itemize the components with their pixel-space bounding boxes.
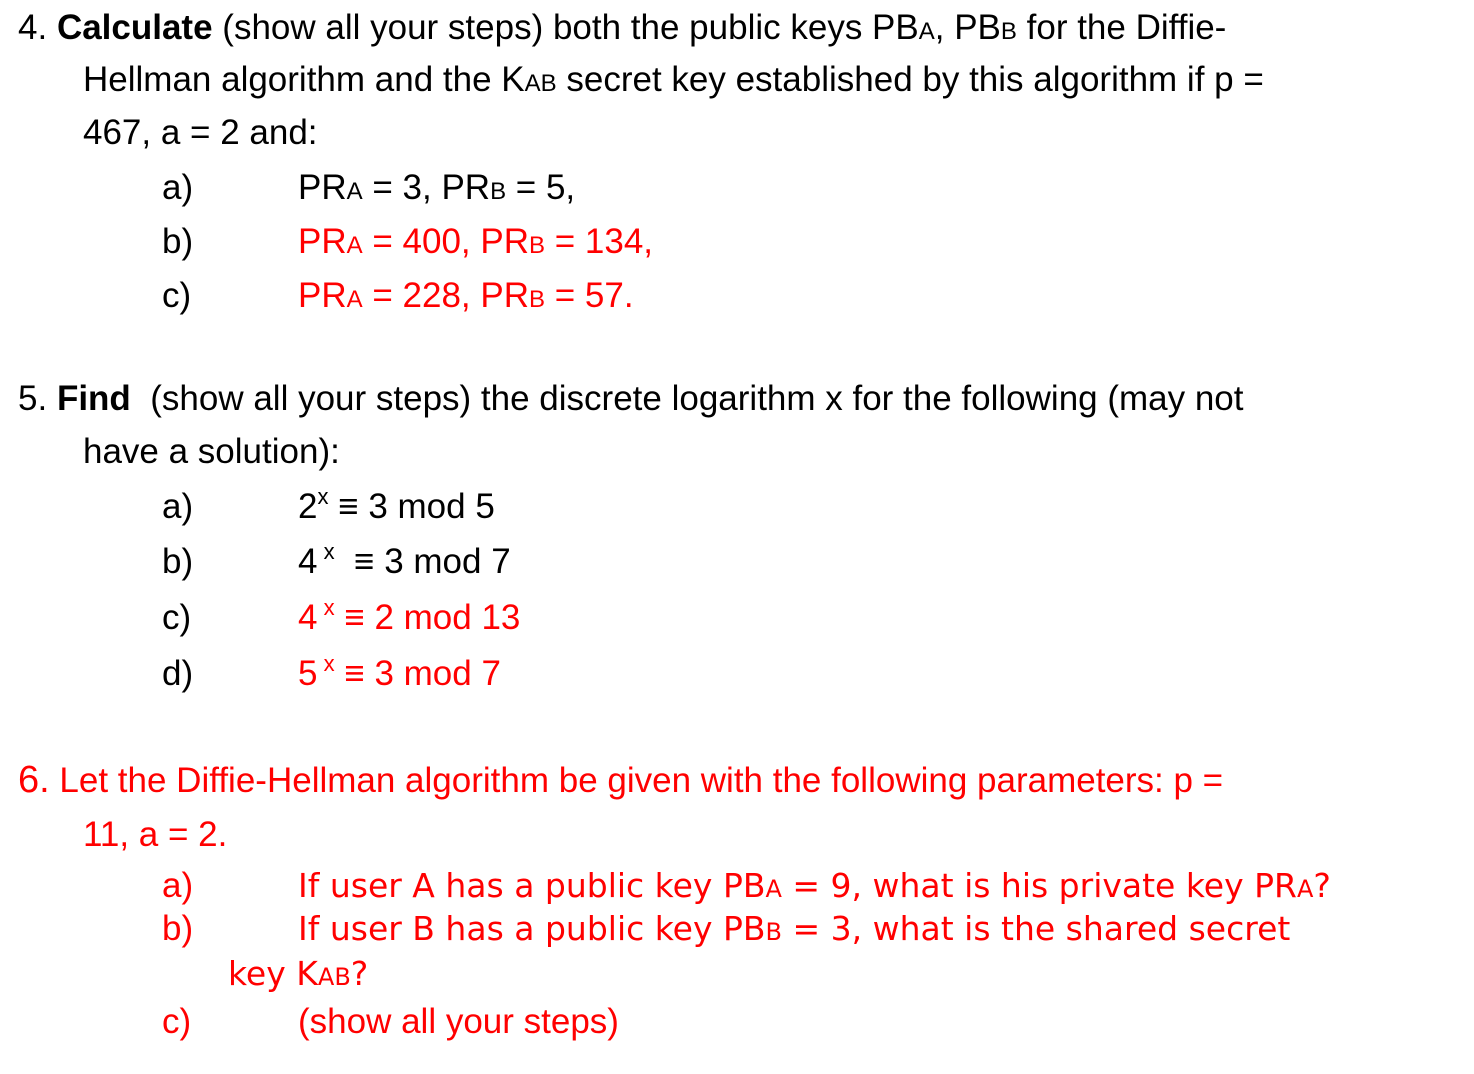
q4-sub-ab: AB [524,70,557,97]
q5-item-b-rest: ≡ 3 mod 7 [334,542,511,581]
q5-number: 5. [18,379,48,418]
q5-item-d-base: 5 [298,654,318,693]
q5-item-d-label: d) [162,654,194,693]
q6-item-b-text2: = 3, what is the shared secret [782,909,1291,948]
q6-number: 6. [18,759,50,801]
q4-item-b-pr: PR [298,222,347,261]
q4-item-a-sub-b: B [490,178,507,205]
q4-item-c-pr: PR [298,276,347,315]
q4-line2-b: secret key established by this algorithm if p = [556,60,1264,99]
q6-item-b-continuation [228,954,368,997]
q4-item-b-sub-b: B [529,232,546,259]
q6-item-b-text1: If user B has a public key PB [298,909,766,948]
q4-item-c-text [298,276,634,320]
q5-item-d-text [298,651,501,698]
q5-item-a-base: 2 [298,487,318,526]
q6-line-2: 11, a = 2. [83,815,228,854]
q4-number: 4. [18,8,48,47]
q4-item-b-val-a: = 400, PR [362,222,529,261]
q5-item-c-text [298,595,521,642]
q6-item-a-sub1: A [765,875,782,903]
q4-sub-a: A [918,18,935,45]
q5-item-a-exp: x [317,484,329,509]
q6-item-a-label: a) [162,866,194,905]
q4-line-1 [18,8,1226,52]
q6-item-b-sub1: B [765,918,783,946]
q5-item-a-label: a) [162,487,194,526]
q4-line-2 [83,60,1264,104]
q4-item-a-pr: PR [298,168,347,207]
q4-item-b-text [298,222,653,266]
q5-item-d-rest: ≡ 3 mod 7 [334,654,501,693]
q4-line1-rest: (show all your steps) both the public keys PB [212,8,919,47]
q4-sub-b: B [1000,18,1017,45]
q5-item-b-text [298,539,511,586]
q4-line1-end: for the Diffie- [1016,8,1227,47]
q6-item-b-text [298,909,1290,952]
q6-item-a-text2: = 9, what is his private key PR [781,866,1297,905]
q5-item-b-base: 4 [298,542,318,581]
q4-item-b-val-b: = 134, [545,222,654,261]
q5-item-a-rest: ≡ 3 mod 5 [328,487,495,526]
q4-item-c-sub-b: B [529,286,546,313]
q4-item-a-sub-a: A [346,178,363,205]
q4-item-a-text [298,168,575,212]
q4-item-c-val-b: = 57. [545,276,634,315]
q4-item-a-val-b: = 5, [506,168,576,207]
q4-line-3: 467, a = 2 and: [83,113,318,152]
q6-item-b-cont1: key K [228,954,318,993]
q6-item-c-text: (show all your steps) [298,1002,619,1041]
q4-item-a-val-a: = 3, PR [362,168,491,207]
q4-item-a-label: a) [162,168,194,207]
q6-line1-text: Let the Diffie-Hellman algorithm be given with the following parameters: p = [49,761,1224,800]
q5-item-c-base: 4 [298,598,318,637]
q6-item-c-label: c) [162,1002,192,1041]
q5-item-a-text [298,484,495,531]
q6-item-a-text [298,866,1331,909]
q4-item-b-sub-a: A [346,232,363,259]
q5-line-2: have a solution): [83,432,340,471]
q6-item-b-cont-sub: AB [317,963,351,991]
q5-item-c-label: c) [162,598,192,637]
q6-item-b-cont2: ? [350,954,369,993]
q6-item-a-text3: ? [1313,866,1331,905]
q4-comma: , PB [934,8,1001,47]
q4-line2-a: Hellman algorithm and the K [83,60,525,99]
q4-item-c-sub-a: A [346,286,363,313]
q5-line-1 [18,379,1244,419]
q4-item-b-label: b) [162,222,194,261]
q5-item-c-exp: x [317,595,335,620]
q4-verb: Calculate [56,8,213,47]
q5-line1-rest: (show all your steps) the discrete logarithm x for the following (may not [130,379,1244,418]
q5-verb: Find [56,379,131,418]
q4-item-c-label: c) [162,276,192,315]
q6-item-b-label: b) [162,909,194,948]
q4-item-c-val-a: = 228, PR [362,276,529,315]
q5-item-d-exp: x [317,651,335,676]
q6-line-1 [18,760,1223,801]
q6-item-a-text1: If user A has a public key PB [298,866,766,905]
q5-item-b-exp: x [317,539,335,564]
q6-item-a-sub2: A [1296,875,1314,903]
q5-item-b-label: b) [162,542,194,581]
q5-item-c-rest: ≡ 2 mod 13 [334,598,521,637]
